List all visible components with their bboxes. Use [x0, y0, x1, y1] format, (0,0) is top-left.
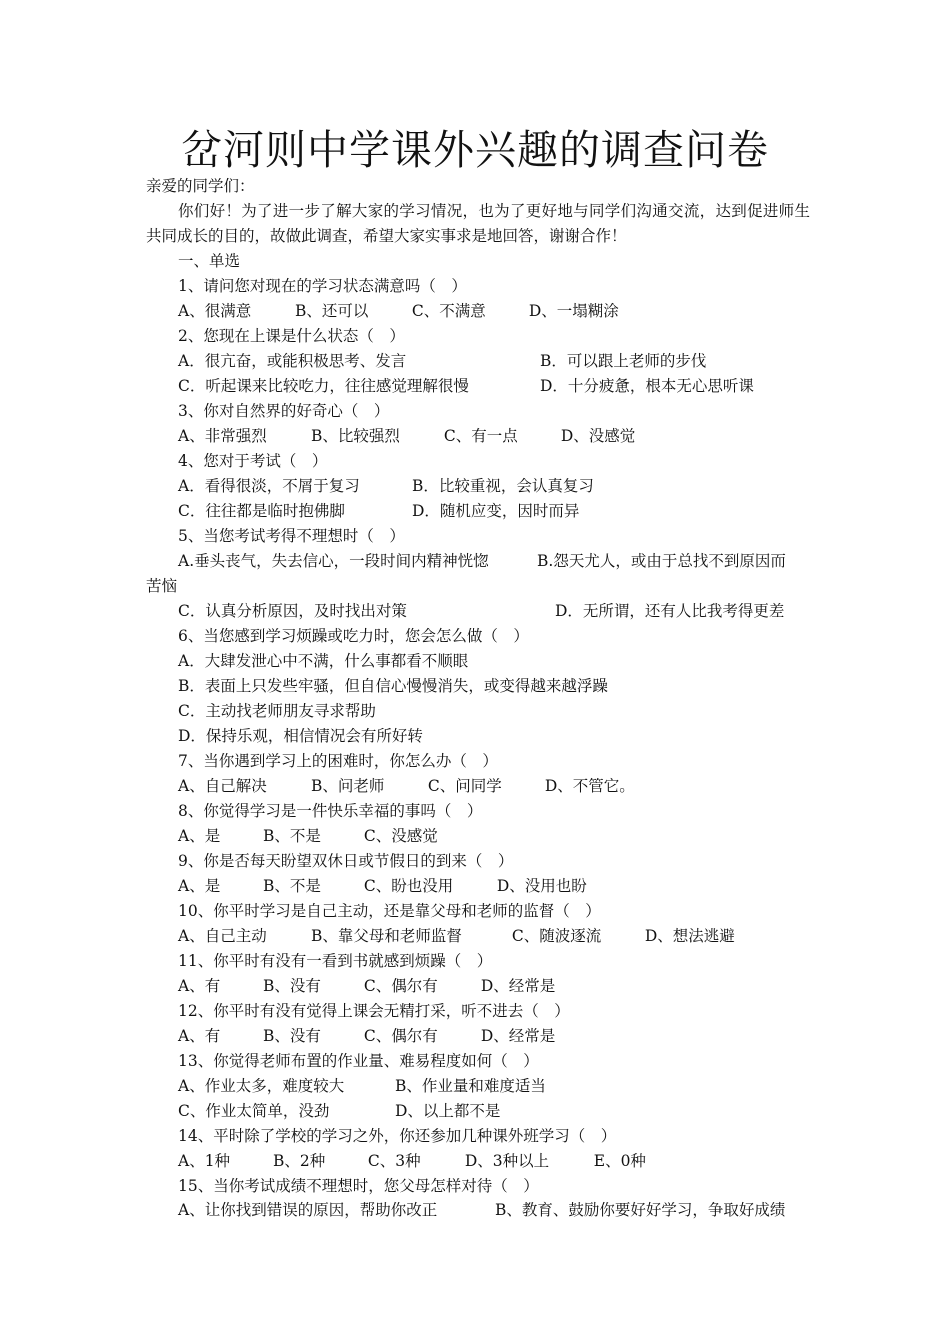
question-7-options	[178, 775, 635, 797]
option: D．随机应变，因时而异	[411, 502, 580, 520]
option: B、靠父母和老师监督	[310, 927, 462, 945]
option: A、自己主动	[178, 927, 267, 945]
question-5: 5、当您考试考得不理想时（ ）	[178, 527, 405, 545]
option: D．十分疲惫，根本无心思听课	[540, 377, 754, 395]
option: A．大肆发泄心中不满，什么事都看不顺眼	[178, 652, 469, 670]
option: A、是	[178, 877, 221, 895]
option: B、问老师	[310, 777, 385, 795]
option: B、比较强烈	[310, 427, 400, 445]
question-4-options-2	[178, 500, 579, 522]
question-8-options	[178, 825, 438, 847]
option: A.垂头丧气，失去信心，一段时间内精神恍惚	[178, 552, 489, 570]
option: C、偶尔有	[363, 1027, 438, 1045]
question-14-options	[178, 1150, 646, 1172]
option: D、一塌糊涂	[528, 302, 619, 320]
option: A、自己解决	[178, 777, 267, 795]
option: B、不是	[262, 877, 321, 895]
option: B、没有	[262, 1027, 321, 1045]
option: C、作业太简单，没劲	[178, 1102, 330, 1120]
option: A、非常强烈	[178, 427, 267, 445]
option: D、3种以上	[464, 1152, 550, 1170]
question-14: 14、平时除了学校的学习之外，你还参加几种课外班学习（ ）	[178, 1127, 617, 1145]
option: B．比较重视，会认真复习	[411, 477, 594, 495]
option: E、0种	[593, 1152, 646, 1170]
option: C、偶尔有	[363, 977, 438, 995]
question-4: 4、您对于考试（ ）	[178, 452, 328, 470]
question-15-options	[178, 1199, 785, 1221]
option: C．主动找老师朋友寻求帮助	[178, 702, 376, 720]
option: A．很亢奋，或能积极思考、发言	[178, 352, 407, 370]
option: A．看得很淡，不屑于复习	[178, 477, 360, 495]
question-3-options	[178, 425, 635, 447]
greeting: 亲爱的同学们：	[146, 177, 255, 195]
option: C．往往都是临时抱佛脚	[178, 502, 345, 520]
option: B、没有	[262, 977, 321, 995]
option: A、有	[178, 977, 221, 995]
option: B、教育、鼓励你要好好学习，争取好成绩	[494, 1201, 786, 1219]
question-1-options	[178, 300, 619, 322]
question-13: 13、你觉得老师布置的作业量、难易程度如何（ ）	[178, 1052, 539, 1070]
option: D、不管它。	[544, 777, 635, 795]
option-continued: 苦恼	[146, 577, 178, 595]
option: C、盼也没用	[363, 877, 454, 895]
question-12: 12、你平时有没有觉得上课会无精打采，听不进去（ ）	[178, 1002, 570, 1020]
question-9: 9、你是否每天盼望双休日或节假日的到来（ ）	[178, 852, 514, 870]
page-title: 岔河则中学课外兴趣的调查问卷	[181, 126, 769, 174]
option: B.怨天尤人，或由于总找不到原因而	[537, 552, 786, 570]
question-11-options	[178, 975, 555, 997]
option: D．无所谓，还有人比我考得更差	[555, 602, 785, 620]
option: A、1种	[178, 1152, 231, 1170]
option: B、2种	[272, 1152, 326, 1170]
option: C．听起课来比较吃力，往往感觉理解很慢	[178, 377, 469, 395]
question-2: 2、您现在上课是什么状态（ ）	[178, 327, 405, 345]
option: B、作业量和难度适当	[394, 1077, 546, 1095]
option: A、让你找到错误的原因，帮助你改正	[178, 1201, 438, 1219]
question-13-options-2	[178, 1100, 500, 1122]
option: A、很满意	[178, 302, 252, 320]
option: C、随波逐流	[511, 927, 602, 945]
question-11: 11、你平时有没有一看到书就感到烦躁（ ）	[178, 952, 493, 970]
option: C．认真分析原因，及时找出对策	[178, 602, 407, 620]
question-9-options	[178, 875, 587, 897]
option: D、以上都不是	[394, 1102, 501, 1120]
option: B、不是	[262, 827, 321, 845]
option: D、没用也盼	[496, 877, 587, 895]
question-12-options	[178, 1025, 555, 1047]
question-4-options	[178, 475, 594, 497]
question-10: 10、你平时学习是自己主动，还是靠父母和老师的监督（ ）	[178, 902, 601, 920]
option: B、还可以	[294, 302, 369, 320]
question-15: 15、当你考试成绩不理想时，您父母怎样对待（ ）	[178, 1177, 539, 1195]
option: B．表面上只发些牢骚，但自信心慢慢消失，或变得越来越浮躁	[178, 677, 608, 695]
option: D、没感觉	[560, 427, 636, 445]
option: B．可以跟上老师的步伐	[540, 352, 707, 370]
question-3: 3、你对自然界的好奇心（ ）	[178, 402, 390, 420]
question-6: 6、当您感到学习烦躁或吃力时，您会怎么做（ ）	[178, 627, 529, 645]
question-13-options	[178, 1075, 546, 1097]
question-8: 8、你觉得学习是一件快乐幸福的事吗（ ）	[178, 802, 483, 820]
option: D、经常是	[480, 1027, 556, 1045]
option: A、是	[178, 827, 221, 845]
option: C、不满意	[411, 302, 486, 320]
option: D、经常是	[480, 977, 556, 995]
option: A、作业太多，难度较大	[178, 1077, 345, 1095]
option: C、问同学	[427, 777, 502, 795]
option: A、有	[178, 1027, 221, 1045]
option: D．保持乐观，相信情况会有所好转	[178, 727, 423, 745]
question-1: 1、请问您对现在的学习状态满意吗（ ）	[178, 277, 467, 295]
question-7: 7、当你遇到学习上的困难时，你怎么办（ ）	[178, 752, 498, 770]
question-10-options	[178, 925, 735, 947]
option: C、有一点	[443, 427, 518, 445]
section-heading: 一、单选	[178, 252, 241, 270]
intro-paragraph: 你们好！为了进一步了解大家的学习情况，也为了更好地与同学们沟通交流，达到促进师生共同成长的目的，故做此调查，希望大家实事求是地回答，谢谢合作！	[146, 202, 810, 245]
option: D、想法逃避	[644, 927, 735, 945]
option: C、没感觉	[363, 827, 438, 845]
option: C、3种	[367, 1152, 421, 1170]
